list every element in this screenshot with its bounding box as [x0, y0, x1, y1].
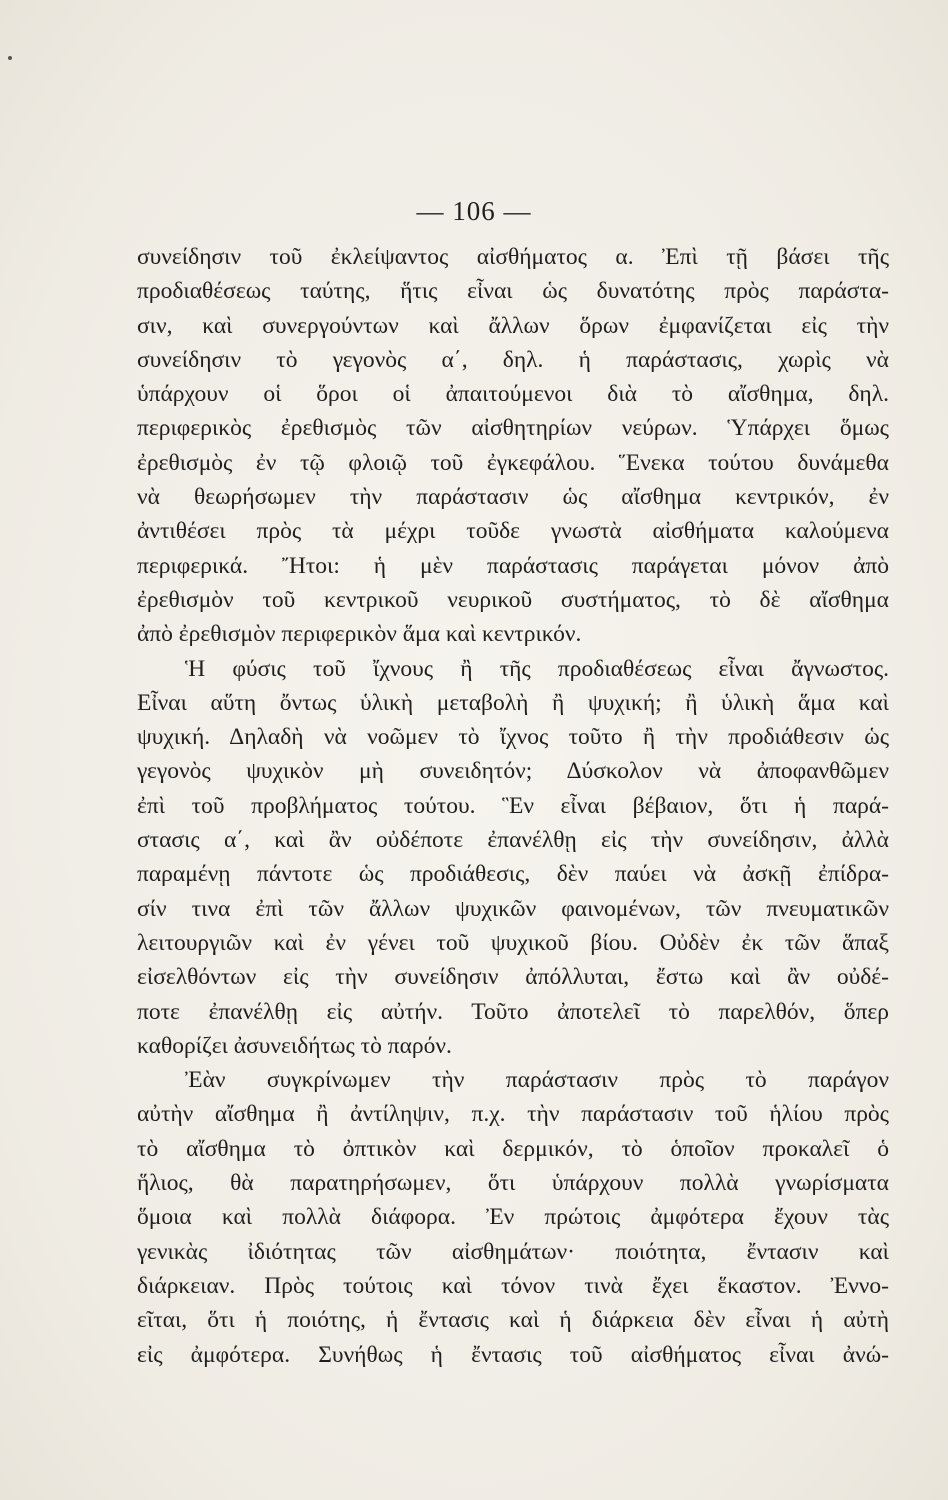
text-line: εῖται, ὅτι ἡ ποιότης, ἡ ἔντασις καὶ ἡ διάρκεια δὲν εἶναι ἡ αὐτὴ	[137, 1307, 889, 1334]
text-line: γενικὰς ἰδιότητας τῶν αἰσθημάτων· ποιότητα, ἔντασιν καὶ	[137, 1238, 889, 1265]
text-line: σιν, καὶ συνεργούντων καὶ ἄλλων ὅρων ἐμφανίζεται εἰς τὴν	[137, 312, 889, 339]
text-line: ποτε ἐπανέλθῃ εἰς αὐτήν. Τοῦτο ἀποτελεῖ τὸ παρελθόν, ὅπερ	[137, 998, 889, 1025]
text-line: συνείδησιν τοῦ ἐκλείψαντος αἰσθήματος α. Ἐπὶ τῇ βάσει τῆς	[137, 244, 889, 270]
text-line: στασις α΄, καὶ ἂν οὐδέποτε ἐπανέλθῃ εἰς τὴν συνείδησιν, ἀλλὰ	[137, 827, 889, 854]
text-line: σίν τινα ἐπὶ τῶν ἄλλων ψυχικῶν φαινομένων, τῶν πνευματικῶν	[137, 895, 889, 922]
text-line: ἐπὶ τοῦ προβλήματος τούτου. Ἓν εἶναι βέβαιον, ὅτι ἡ παρά-	[137, 792, 889, 819]
text-line: ψυχική. Δηλαδὴ νὰ νοῶμεν τὸ ἴχνος τοῦτο ἢ τὴν προδιάθεσιν ὡς	[137, 724, 889, 751]
page-number: — 106 —	[416, 196, 532, 226]
text-line: ἐρεθισμὸς ἐν τῷ φλοιῷ τοῦ ἐγκεφάλου. Ἕνεκα τούτου δυνάμεθα	[137, 449, 889, 476]
text-line: Εἶναι αὕτη ὄντως ὑλικὴ μεταβολὴ ἢ ψυχική; ἢ ὑλικὴ ἅμα καὶ	[137, 689, 889, 716]
text-line: εἰς ἀμφότερα. Συνήθως ἡ ἔντασις τοῦ αἰσθήματος εἶναι ἀνώ-	[137, 1341, 889, 1368]
text-line: νὰ θεωρήσωμεν τὴν παράστασιν ὡς αἴσθημα κεντρικόν, ἐν	[137, 484, 889, 511]
text-line: εἰσελθόντων εἰς τὴν συνείδησιν ἀπόλλυται, ἔστω καὶ ἂν οὐδέ-	[137, 964, 889, 991]
text-line: προδιαθέσεως ταύτης, ἥτις εἶναι ὡς δυνατότης πρὸς παράστα-	[137, 278, 889, 305]
text-line: λειτουργιῶν καὶ ἐν γένει τοῦ ψυχικοῦ βίου. Οὐδὲν ἐκ τῶν ἅπαξ	[137, 929, 889, 956]
text-line: ἥλιος, θὰ παρατηρήσωμεν, ὅτι ὑπάρχουν πολλὰ γνωρίσματα	[137, 1170, 889, 1197]
text-line: Ἐὰν συγκρίνωμεν τὴν παράστασιν πρὸς τὸ παράγον	[185, 1067, 889, 1094]
text-line: ἀντιθέσει πρὸς τὰ μέχρι τοῦδε γνωστὰ αἰσθήματα καλούμενα	[137, 518, 889, 545]
text-line: γεγονὸς ψυχικὸν μὴ συνειδητόν; Δύσκολον νὰ ἀποφανθῶμεν	[137, 758, 889, 785]
text-line: παραμένῃ πάντοτε ὡς προδιάθεσις, δὲν παύει νὰ ἀσκῇ ἐπίδρα-	[137, 861, 889, 888]
text-line: ἀπὸ ἐρεθισμὸν περιφερικὸν ἅμα καὶ κεντρικόν.	[137, 621, 582, 648]
text-line: καθορίζει ἀσυνειδήτως τὸ παρόν.	[137, 1032, 452, 1059]
margin-speck	[8, 56, 12, 60]
text-line: ὅμοια καὶ πολλὰ διάφορα. Ἐν πρώτοις ἀμφότερα ἔχουν τὰς	[137, 1204, 889, 1231]
text-line: ὑπάρχουν οἱ ὅροι οἱ ἀπαιτούμενοι διὰ τὸ αἴσθημα, δηλ.	[137, 381, 889, 408]
text-line: τὸ αἴσθημα τὸ ὀπτικὸν καὶ δερμικόν, τὸ ὁποῖον προκαλεῖ ὁ	[137, 1135, 889, 1162]
text-line: αὐτὴν αἴσθημα ἢ ἀντίληψιν, π.χ. τὴν παράστασιν τοῦ ἡλίου πρὸς	[137, 1101, 889, 1128]
text-line: συνείδησιν τὸ γεγονὸς α΄, δηλ. ἡ παράστασις, χωρὶς νὰ	[137, 346, 889, 373]
body-text	[137, 240, 889, 1372]
text-line: Ἡ φύσις τοῦ ἴχνους ἢ τῆς προδιαθέσεως εἶναι ἄγνωστος.	[185, 655, 889, 682]
text-line: διάρκειαν. Πρὸς τούτοις καὶ τόνον τινὰ ἔχει ἕκαστον. Ἐννο-	[137, 1272, 889, 1299]
text-line: περιφερικὸς ἐρεθισμὸς τῶν αἰσθητηρίων νεύρων. Ὑπάρχει ὅμως	[137, 415, 889, 442]
text-line: περιφερικά. Ἤτοι: ἡ μὲν παράστασις παράγεται μόνον ἀπὸ	[137, 552, 889, 579]
text-line: ἐρεθισμὸν τοῦ κεντρικοῦ νευρικοῦ συστήματος, τὸ δὲ αἴσθημα	[137, 586, 889, 613]
